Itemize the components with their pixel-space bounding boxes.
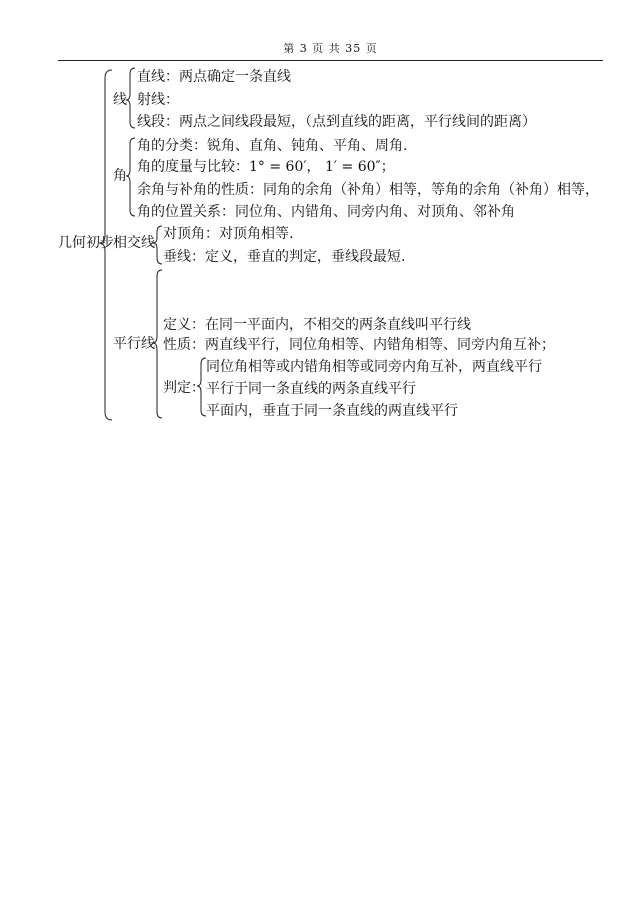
judgement-label: 判定：: [163, 380, 205, 396]
vertical-angle-item: 对顶角：对顶角相等.: [163, 226, 294, 242]
angle-property-item: 余角与补角的性质：同角的余角（补角）相等，等角的余角（补角）相等，: [137, 182, 599, 198]
page-number-header: 第 3 页 共 35 页: [283, 42, 378, 55]
line-label: 线: [113, 92, 127, 108]
perpendicular-item: 垂线：定义，垂直的判定，垂线段最短.: [163, 249, 406, 265]
root-label: 几何初步: [58, 235, 114, 251]
angle-brace: [126, 138, 135, 216]
angle-position-item: 角的位置关系：同位角、内错角、同旁内角、对顶角、邻补角: [137, 204, 515, 220]
parallel-definition: 定义：在同一平面内，不相交的两条直线叫平行线: [163, 317, 471, 333]
parallel-label: 平行线: [113, 336, 155, 352]
angle-class-item: 角的分类：锐角、直角、钝角、平角、周角.: [137, 138, 408, 154]
angle-measure-item: 角的度量与比较：1° = 60′， 1′ = 60″；: [137, 159, 395, 175]
parallel-property: 性质：两直线平行，同位角相等、内错角相等、同旁内角互补；: [163, 337, 555, 353]
judgement-item: 平面内，垂直于同一条直线的两直线平行: [206, 403, 458, 419]
intersect-label: 相交线: [113, 235, 155, 251]
judgement-item: 平行于同一条直线的两条直线平行: [206, 381, 416, 397]
line-brace: [126, 68, 135, 128]
judgement-item: 同位角相等或内错角相等或同旁内角互补，两直线平行: [206, 359, 542, 375]
angle-label: 角: [113, 168, 127, 184]
ray-item: 射线：: [137, 92, 179, 108]
segment-item: 线段：两点之间线段最短，（点到直线的距离，平行线间的距离）: [137, 114, 536, 130]
line-item: 直线：两点确定一条直线: [137, 69, 291, 85]
